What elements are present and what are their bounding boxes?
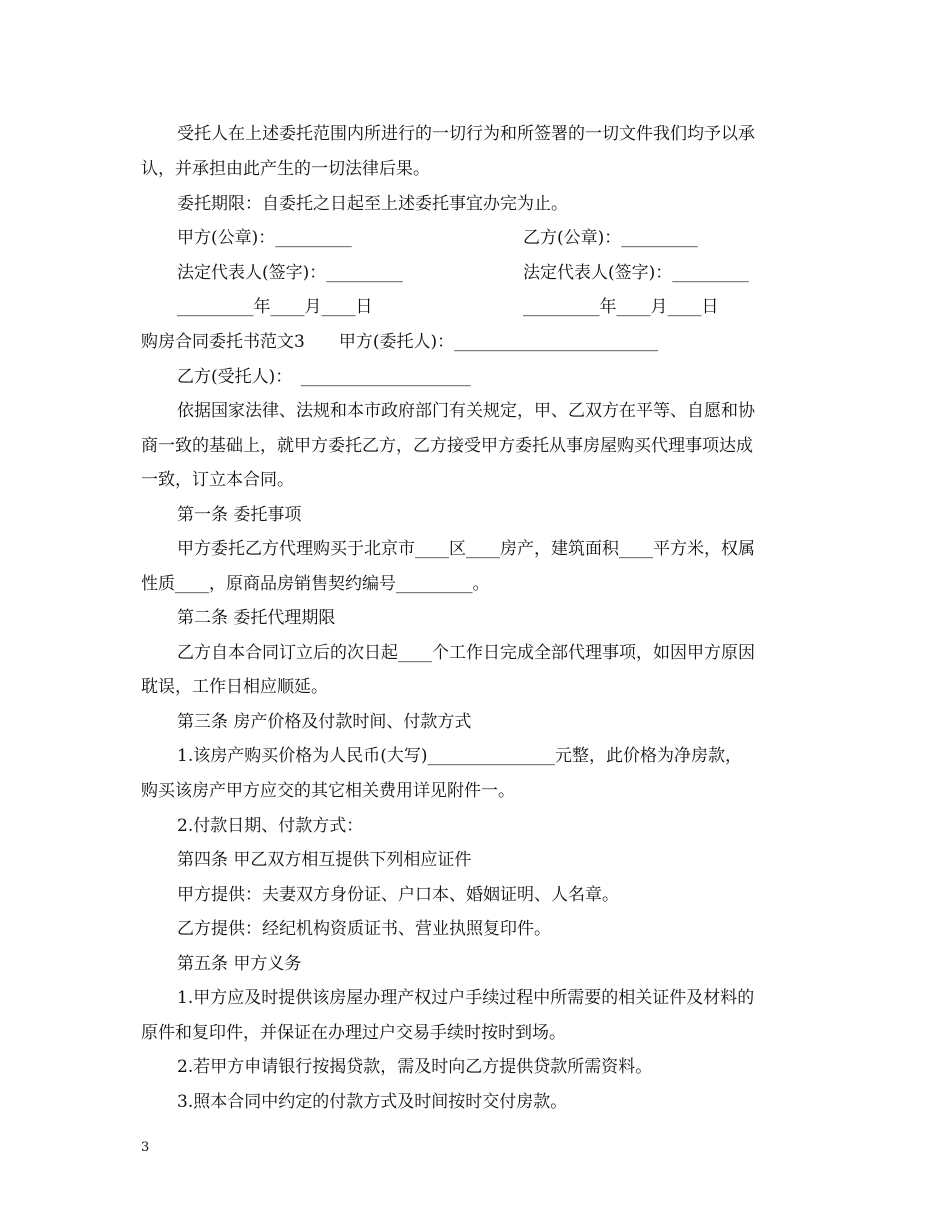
page-number: 3 bbox=[141, 1140, 150, 1155]
party-b-seal-field: 乙方(公章)：_________ bbox=[523, 228, 698, 248]
paragraph-line: 购买该房产甲方应交的其它相关费用详见附件一。 bbox=[141, 781, 515, 801]
paragraph-line: 甲方委托乙方代理购买于北京市____区____房产，建筑面积____平方米，权属 bbox=[177, 539, 755, 559]
article-heading: 第四条 甲乙双方相互提供下列相应证件 bbox=[177, 850, 472, 870]
paragraph-line: 委托期限：自委托之日起至上述委托事宜办完为止。 bbox=[177, 194, 568, 214]
party-a-date-field: _________年____月____日 bbox=[177, 297, 373, 317]
article-heading: 第三条 房产价格及付款时间、付款方式 bbox=[177, 712, 472, 732]
paragraph-line: 原件和复印件，并保证在办理过户交易手续时按时到场。 bbox=[141, 1023, 566, 1043]
paragraph-line: 2.若甲方申请银行按揭贷款，需及时向乙方提供贷款所需资料。 bbox=[177, 1057, 653, 1077]
paragraph-line: 2.付款日期、付款方式： bbox=[177, 816, 364, 836]
article-heading: 第五条 甲方义务 bbox=[177, 954, 302, 974]
paragraph-line: 3.照本合同中约定的付款方式及时间按时交付房款。 bbox=[177, 1092, 568, 1112]
party-b-agent-line: 乙方(受托人)： ____________________ bbox=[177, 367, 471, 387]
paragraph-line: 依据国家法律、法规和本市政府部门有关规定，甲、乙双方在平等、自愿和协 bbox=[177, 401, 755, 421]
paragraph-line: 性质____，原商品房销售契约编号_________。 bbox=[141, 574, 490, 594]
paragraph-line: 商一致的基础上，就甲方委托乙方，乙方接受甲方委托从事房屋购买代理事项达成 bbox=[141, 436, 753, 456]
section-title-line: 购房合同委托书范文3 甲方(委托人)：________________________ bbox=[141, 332, 659, 352]
paragraph-line: 耽误，工作日相应顺延。 bbox=[141, 677, 328, 697]
paragraph-line: 乙方自本合同订立后的次日起____个工作日完成全部代理事项，如因甲方原因 bbox=[177, 643, 755, 663]
paragraph-line: 甲方提供：夫妻双方身份证、户口本、婚姻证明、人名章。 bbox=[177, 885, 619, 905]
party-a-seal-field: 甲方(公章)：_________ bbox=[177, 228, 352, 248]
party-a-representative-field: 法定代表人(签字)：_________ bbox=[177, 263, 403, 283]
party-b-date-field: _________年____月____日 bbox=[523, 297, 719, 317]
paragraph-line: 1.该房产购买价格为人民币(大写)_______________元整，此价格为净房款， bbox=[177, 746, 742, 766]
paragraph-line: 一致，订立本合同。 bbox=[141, 470, 294, 490]
article-heading: 第二条 委托代理期限 bbox=[177, 608, 336, 628]
paragraph-line: 1.甲方应及时提供该房屋办理产权过户手续过程中所需要的相关证件及材料的 bbox=[177, 988, 755, 1008]
paragraph-line: 受托人在上述委托范围内所进行的一切行为和所签署的一切文件我们均予以承 bbox=[177, 124, 755, 144]
paragraph-line: 乙方提供：经纪机构资质证书、营业执照复印件。 bbox=[177, 919, 551, 939]
party-b-representative-field: 法定代表人(签字)：_________ bbox=[523, 263, 749, 283]
paragraph-line: 认，并承担由此产生的一切法律后果。 bbox=[141, 159, 430, 179]
article-heading: 第一条 委托事项 bbox=[177, 505, 302, 525]
